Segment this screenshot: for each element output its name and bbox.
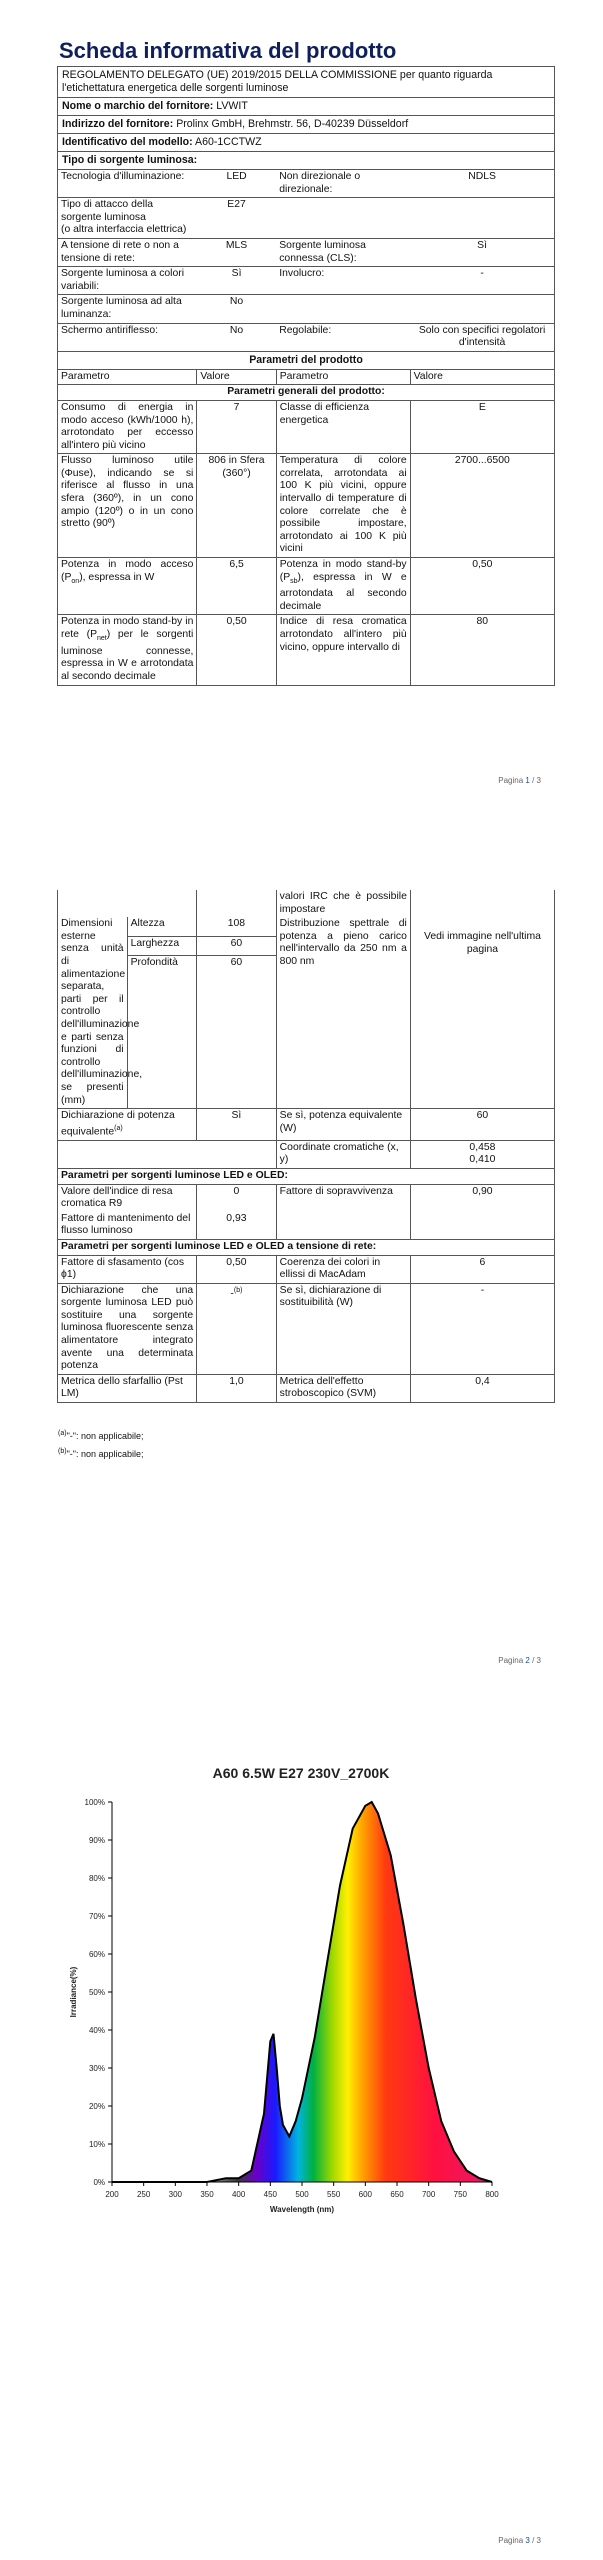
x-tick-label: 400: [231, 2190, 246, 2199]
y-tick-label: 40%: [88, 2026, 105, 2035]
page-number: Pagina 2 / 3: [498, 1656, 541, 1665]
y-tick-label: 60%: [88, 1950, 105, 1959]
x-tick-label: 750: [453, 2190, 468, 2199]
params-table: Parametro Valore Parametro Valore Parametri generali del prodotto: Consumo di energia in modo acceso (kWh/1000 h), arrotondato per eccesso all'intero più vicino 7 Classe di efficienza energetica E Flusso luminoso utile (Φuse), indicando se si riferisce al flusso in una sfera (360º), in un cono ampio (120º) o in un cono stretto (90º) 806 in Sfera (360°) Temperatura di colore correlata, arrotondata ai 100 K più vicini, oppure intervallo di temperature di colore correlate che è possibile impostare, arrotondato ai 100 K più vicini 2700...6500 Potenza in modo acceso $(P_{on})$, espressa in W 6,5 Potenza in modo stand-by $(P_{sb})$, espressa in W e arrotondata al secondo decimale 0,50 Potenza in modo stand-by in rete $(P_{net})$ per le sorgenti luminose connesse, espressa in W e arrotondata al secondo decimale 0,50 Indice di resa cromatica arrotondato all'intero più vicino, oppure intervallo di 80: [58, 370, 554, 685]
x-tick-label: 550: [326, 2190, 341, 2199]
y-tick-label: 0%: [93, 2178, 105, 2187]
y-tick-label: 70%: [88, 1912, 105, 1921]
product-sheet-cont: [57, 890, 555, 1403]
footnote-a: $^{(a)}$"-": non applicabile;: [58, 1430, 144, 1441]
led-params-title: Parametri per sorgenti luminose LED e OLED:: [61, 1169, 288, 1181]
mains-params-title: Parametri per sorgenti luminose LED e OLED a tensione di rete:: [61, 1240, 377, 1252]
product-sheet: [57, 38, 555, 686]
x-tick-label: 200: [105, 2190, 119, 2199]
spectrum-chart: [0, 1760, 603, 2280]
page-2: [0, 890, 603, 1690]
page-3: [0, 1740, 603, 2560]
model-row: Identificativo del modello: A60-1CCTWZ: [58, 134, 554, 152]
params-table-wrap: [58, 370, 554, 685]
address-row: Indirizzo del fornitore: Prolinx GmbH, Brehmstr. 56, D-40239 Düsseldorf: [58, 116, 554, 134]
x-tick-label: 450: [263, 2190, 278, 2199]
footnote-b: $^{(b)}$"-": non applicabile;: [58, 1448, 144, 1459]
y-tick-label: 100%: [84, 1798, 105, 1807]
y-tick-label: 80%: [88, 1874, 105, 1883]
x-tick-label: 800: [485, 2190, 499, 2199]
y-tick-label: 90%: [88, 1836, 105, 1845]
x-tick-label: 300: [168, 2190, 183, 2199]
source-type-table: Tecnologia d'illuminazione: LED Non direzionale o direzionale: NDLS Tipo di attacco della sorgente luminosa (o altra interfaccia elettrica) E27 A tensione di rete o non a tensione di rete: MLS Sorgente luminosa connessa (CLS): Sì Sorgente luminosa a colori variabili: Sì Involucro: - Sorgente luminosa ad alta luminanza: No Schermo antiriflesso: No Regolabile: Solo con specifici regolatori d'intensità: [58, 170, 554, 351]
supplier-row: Nome o marchio del fornitore: LVWIT: [58, 98, 554, 116]
x-tick-label: 250: [136, 2190, 151, 2199]
y-tick-label: 30%: [88, 2064, 105, 2073]
y-tick-label: 20%: [88, 2102, 105, 2111]
x-tick-label: 500: [295, 2190, 309, 2199]
y-tick-label: 10%: [88, 2140, 105, 2149]
regulation-text: REGOLAMENTO DELEGATO (UE) 2019/2015 DELLA COMMISSIONE per quanto riguarda l'etichettatura energetica delle sorgenti luminose: [58, 67, 554, 98]
chart-title: A60 6.5W E27 230V_2700K: [212, 1765, 390, 1781]
general-params-title: Parametri generali del prodotto:: [227, 386, 385, 398]
page-number: Pagina 3 / 3: [498, 2536, 541, 2545]
x-tick-label: 650: [390, 2190, 404, 2199]
x-tick-label: 600: [358, 2190, 373, 2199]
x-tick-label: 350: [200, 2190, 214, 2199]
page-1: [0, 0, 603, 800]
y-axis-label: Irradiance(%): [69, 1966, 78, 2018]
page-number: Pagina 1 / 3: [498, 776, 541, 785]
params-table-cont: valori IRC che è possibile impostare Dimensioni esterne senza unità di alimentazione separata, parti per il controllo dell'illuminazione e parti senza funzioni di controllo dell'illuminazione, se presenti (mm) Altezza 108 Distribuzione spettrale di potenza a pieno carico nell'intervallo da 250 nm a 800 nm Vedi immagine nell'ultima pagina Larghezza 60 Profondità 60 Dichiarazione di potenza equivalente$^{(a)}$ Sì Se sì, potenza equivalente (W) 60 Coordinate cromatiche (x, y) 0,458 0,410 Parametri per sorgenti luminose LED e OLED: Valore dell'indice di resa cromatica R9 0 Fattore di sopravvivenza 0,90 Fattore di mantenimento del flusso luminoso 0,93 Parametri per sorgenti luminose LED e OLED a tensione di rete: Fattore di sfasamento (cos ϕ1) 0,50 Coerenza dei colori in ellissi di MacAdam 6 Dichiarazione che una sorgente luminosa LED può sostituire una sorgente luminosa fluorescente senza alimentatore integrato avente una determinata potenza -$^{(b)}$ Se sì, dichiarazione di sostituibilità (W) - Metrica dello sfarfallio (Pst LM) 1,0 Metrica dell'effetto stroboscopico (SVM) 0,4: [57, 890, 555, 1403]
source-type-heading: Tipo di sorgente luminosa:: [58, 152, 554, 170]
header-box: [57, 66, 555, 686]
y-tick-label: 50%: [88, 1988, 105, 1997]
x-axis-label: Wavelength (nm): [269, 2205, 335, 2214]
source-table-wrap: [58, 170, 554, 352]
dimensions-label: Dimensioni esterne senza unità di alimentazione separata, parti per il controllo dell'illuminazione e parti senza funzioni di controllo dell'illuminazione, se presenti (mm): [61, 918, 143, 1106]
page-title: Scheda informativa del prodotto: [59, 38, 397, 63]
params-title: Parametri del prodotto: [58, 352, 554, 370]
x-tick-label: 700: [421, 2190, 436, 2199]
